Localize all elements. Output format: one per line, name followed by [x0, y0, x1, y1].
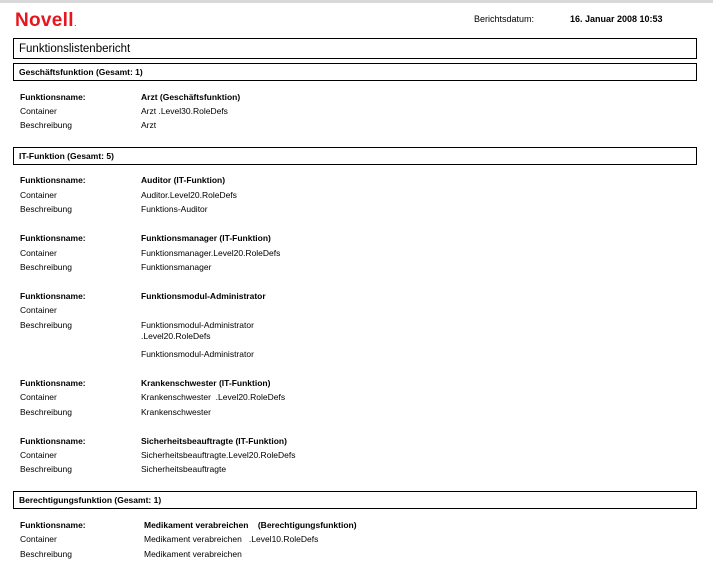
role-description: Krankenschwester — [141, 407, 211, 417]
role-description: Medikament verabreichen — [144, 549, 242, 559]
role-container: Sicherheitsbeauftragte.Level20.RoleDefs — [141, 450, 296, 460]
container-label: Container — [20, 450, 57, 460]
role-description-container: .Level20.RoleDefs — [141, 331, 211, 341]
section-header-it: IT-Funktion (Gesamt: 5) — [13, 147, 697, 165]
role-description: Sicherheitsbeauftragte — [141, 464, 227, 474]
role-description: Funktionsmanager — [141, 262, 212, 272]
section-header-permission: Berechtigungsfunktion (Gesamt: 1) — [13, 491, 697, 509]
report-date-value: 16. Januar 2008 10:53 — [570, 14, 663, 24]
role-container: Funktionsmanager.Level20.RoleDefs — [141, 248, 281, 258]
role-description: Funktionsmodul-Administrator — [141, 320, 254, 330]
role-name-label: Funktionsname: — [20, 233, 86, 243]
description-label: Beschreibung — [20, 464, 72, 474]
role-name-label: Funktionsname: — [20, 436, 86, 446]
description-label: Beschreibung — [20, 204, 72, 214]
role-name: Funktionsmanager (IT-Funktion) — [141, 233, 271, 243]
container-label: Container — [20, 534, 57, 544]
role-name: Sicherheitsbeauftragte (IT-Funktion) — [141, 436, 287, 446]
role-name: Arzt (Geschäftsfunktion) — [141, 92, 241, 102]
role-container: Arzt .Level30.RoleDefs — [141, 106, 228, 116]
role-name-label: Funktionsname: — [20, 520, 86, 530]
role-name-label: Funktionsname: — [20, 175, 86, 185]
role-container: Krankenschwester .Level20.RoleDefs — [141, 392, 286, 402]
role-name: Funktionsmodul-Administrator — [141, 291, 266, 301]
role-description: Funktions-Auditor — [141, 204, 208, 214]
container-label: Container — [20, 305, 57, 315]
report-date-label: Berichtsdatum: — [474, 14, 535, 24]
report-title-box — [13, 38, 697, 59]
role-name: Auditor (IT-Funktion) — [141, 175, 226, 185]
role-name: Medikament verabreichen (Berechtigungsfunktion) — [144, 520, 357, 530]
description-label: Beschreibung — [20, 120, 72, 130]
role-name-label: Funktionsname: — [20, 291, 86, 301]
container-label: Container — [20, 248, 57, 258]
description-label: Beschreibung — [20, 407, 72, 417]
role-container: Auditor.Level20.RoleDefs — [141, 190, 237, 200]
top-border — [0, 0, 713, 3]
container-label: Container — [20, 392, 57, 402]
role-description: Arzt — [141, 120, 157, 130]
description-label: Beschreibung — [20, 549, 72, 559]
container-label: Container — [20, 106, 57, 116]
role-name-label: Funktionsname: — [20, 378, 86, 388]
container-label: Container — [20, 190, 57, 200]
description-label: Beschreibung — [20, 262, 72, 272]
role-container: Medikament verabreichen .Level10.RoleDefs — [144, 534, 319, 544]
role-name-label: Funktionsname: — [20, 92, 86, 102]
role-description: Funktionsmodul-Administrator — [141, 349, 254, 359]
section-header-business: Geschäftsfunktion (Gesamt: 1) — [13, 63, 697, 81]
description-label: Beschreibung — [20, 320, 72, 330]
novell-logo: Novell. — [15, 10, 77, 31]
role-name: Krankenschwester (IT-Funktion) — [141, 378, 271, 388]
report-title: Funktionslistenbericht — [19, 43, 131, 55]
